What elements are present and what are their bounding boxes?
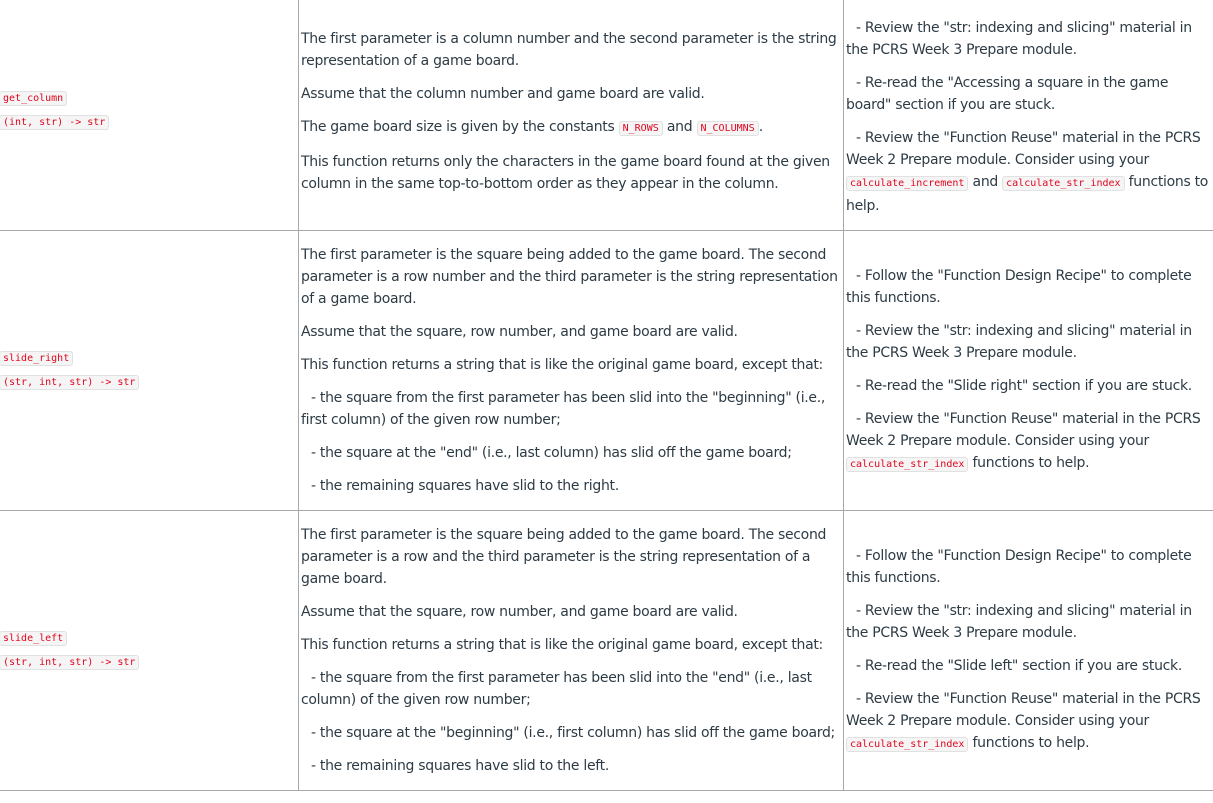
table-row-slide-left [0, 510, 1213, 790]
function-signature: (str, int, str) -> str [0, 375, 139, 390]
description-bullet: - the square from the first parameter has been slid into the "beginning" (i.e., first column) of the given row number; [301, 389, 826, 428]
description-paragraph: The first parameter is the square being added to the game board. The second parameter is a row number and the third parameter is the string representation of a game board. [301, 246, 838, 307]
description-bullet: - the remaining squares have slid to the left. [311, 757, 609, 774]
function-code: calculate_str_index [846, 457, 968, 472]
description-paragraph: This function returns a string that is like the original game board, except that: [301, 356, 823, 373]
description-bullet: - the square from the first parameter has been slid into the "end" (i.e., last column) of the given row number; [301, 669, 812, 708]
function-signature: (int, str) -> str [0, 115, 109, 130]
hint-paragraph: - Re-read the "Accessing a square in the game board" section if you are stuck. [846, 74, 1169, 113]
description-paragraph: This function returns only the characters in the game board found at the given column in the same top-to-bottom order as they appear in the column. [301, 154, 830, 193]
description-paragraph: Assume that the square, row number, and game board are valid. [301, 603, 738, 620]
function-name: slide_left [0, 631, 67, 646]
description-paragraph: Assume that the column number and game board are valid. [301, 86, 705, 103]
function-hints-cell [844, 230, 1213, 510]
table-row-slide-right [0, 230, 1213, 510]
hint-paragraph: - Review the "Function Reuse" material in the PCRS Week 2 Prepare module. Consider using your calculate_str_index functions to help. [846, 410, 1201, 471]
function-name: slide_right [0, 351, 73, 366]
function-signature: (str, int, str) -> str [0, 655, 139, 670]
table-row-get-column [0, 0, 1213, 230]
description-bullet: - the remaining squares have slid to the right. [311, 477, 619, 494]
function-description-cell [299, 510, 844, 790]
hint-paragraph: - Follow the "Function Design Recipe" to complete this functions. [846, 267, 1192, 306]
description-bullet: - the square at the "end" (i.e., last column) has slid off the game board; [311, 444, 792, 461]
description-paragraph: Assume that the square, row number, and game board are valid. [301, 323, 738, 340]
function-code: calculate_increment [846, 176, 968, 191]
description-paragraph: The game board size is given by the constants N_ROWS and N_COLUMNS . [301, 119, 763, 136]
description-paragraph: The first parameter is the square being added to the game board. The second parameter is a row and the third parameter is the string representation of a game board. [301, 526, 827, 587]
function-code: calculate_str_index [846, 737, 968, 752]
function-name-cell [0, 0, 299, 230]
description-bullet: - the square at the "beginning" (i.e., first column) has slid off the game board; [311, 724, 835, 741]
hint-paragraph: - Review the "Function Reuse" material in the PCRS Week 2 Prepare module. Consider using your calculate_str_index functions to help. [846, 690, 1201, 751]
function-hints-cell [844, 0, 1213, 230]
function-description-cell [299, 0, 844, 230]
hint-paragraph: - Review the "str: indexing and slicing" material in the PCRS Week 3 Prepare module. [846, 602, 1192, 641]
function-hints-cell [844, 510, 1213, 790]
constant-code: N_ROWS [619, 121, 663, 136]
hint-paragraph: - Review the "Function Reuse" material in the PCRS Week 2 Prepare module. Consider using your calculate_increment and calculate_str_index functions to help. [846, 129, 1209, 214]
hint-paragraph: - Re-read the "Slide right" section if you are stuck. [856, 377, 1192, 394]
hint-paragraph: - Re-read the "Slide left" section if you are stuck. [856, 657, 1183, 674]
function-description-cell [299, 230, 844, 510]
hint-paragraph: - Review the "str: indexing and slicing" material in the PCRS Week 3 Prepare module. [846, 322, 1192, 361]
function-name-cell [0, 510, 299, 790]
function-code: calculate_str_index [1002, 176, 1124, 191]
description-paragraph: This function returns a string that is like the original game board, except that: [301, 636, 823, 653]
description-paragraph: The first parameter is a column number and the second parameter is the string representation of a game board. [301, 31, 837, 70]
constant-code: N_COLUMNS [697, 121, 759, 136]
function-name-cell [0, 230, 299, 510]
hint-paragraph: - Review the "str: indexing and slicing" material in the PCRS Week 3 Prepare module. [846, 19, 1192, 58]
function-name: get_column [0, 91, 67, 106]
hint-paragraph: - Follow the "Function Design Recipe" to complete this functions. [846, 547, 1192, 586]
